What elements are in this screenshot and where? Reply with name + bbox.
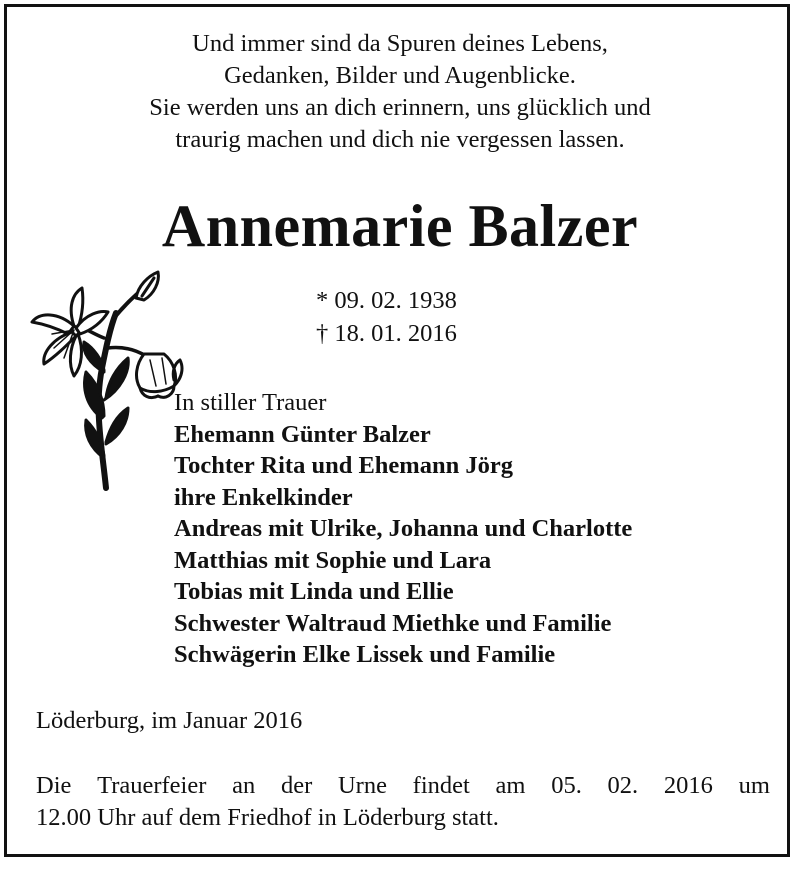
mourner-line: Tobias mit Linda und Ellie — [174, 578, 454, 605]
poem-line: Sie werden uns an dich erinnern, uns glücklich und — [149, 94, 651, 121]
funeral-announcement — [36, 770, 770, 834]
funeral-word: 02. — [607, 772, 639, 799]
funeral-word: am — [495, 772, 526, 799]
poem-line: traurig machen und dich nie vergessen lassen. — [175, 126, 625, 153]
funeral-line-2: 12.00 Uhr auf dem Friedhof in Löderburg statt. — [36, 804, 499, 831]
life-dates — [316, 284, 457, 350]
mourner-line: ihre Enkelkinder — [174, 483, 353, 511]
funeral-word: um — [738, 772, 770, 799]
mourner-line: Schwägerin Elke Lissek und Familie — [174, 641, 556, 668]
mourners-intro: In stiller Trauer — [174, 389, 327, 416]
mourner-line: Andreas mit Ulrike, Johanna und Charlotte — [174, 515, 633, 542]
poem-line: Und immer sind da Spuren deines Lebens, — [192, 30, 608, 57]
funeral-word: 2016 — [663, 772, 713, 799]
funeral-line-1 — [36, 770, 770, 802]
deceased-name: Annemarie Balzer — [161, 193, 639, 259]
birth-date: * 09. 02. 1938 — [316, 287, 457, 314]
poem-line: Gedanken, Bilder und Augenblicke. — [224, 62, 576, 89]
funeral-word: Die — [36, 772, 72, 799]
mourner-line: Matthias mit Sophie und Lara — [174, 546, 492, 574]
mourner-line: Tochter Rita und Ehemann Jörg — [174, 452, 513, 479]
mourner-line: Ehemann Günter Balzer — [174, 420, 431, 448]
memorial-poem — [0, 28, 800, 156]
place-and-date: Löderburg, im Januar 2016 — [36, 707, 303, 734]
funeral-word: 05. — [551, 772, 582, 799]
funeral-word: Trauerfeier — [97, 772, 207, 799]
lily-flower-icon — [24, 268, 189, 493]
mourners-list — [174, 387, 632, 671]
funeral-word: an — [232, 772, 256, 799]
mourner-line: Schwester Waltraud Miethke und Familie — [174, 609, 612, 637]
death-date: † 18. 01. 2016 — [316, 320, 457, 347]
funeral-word: findet — [412, 772, 470, 799]
funeral-word: der — [280, 772, 313, 799]
funeral-word: Urne — [337, 772, 387, 799]
